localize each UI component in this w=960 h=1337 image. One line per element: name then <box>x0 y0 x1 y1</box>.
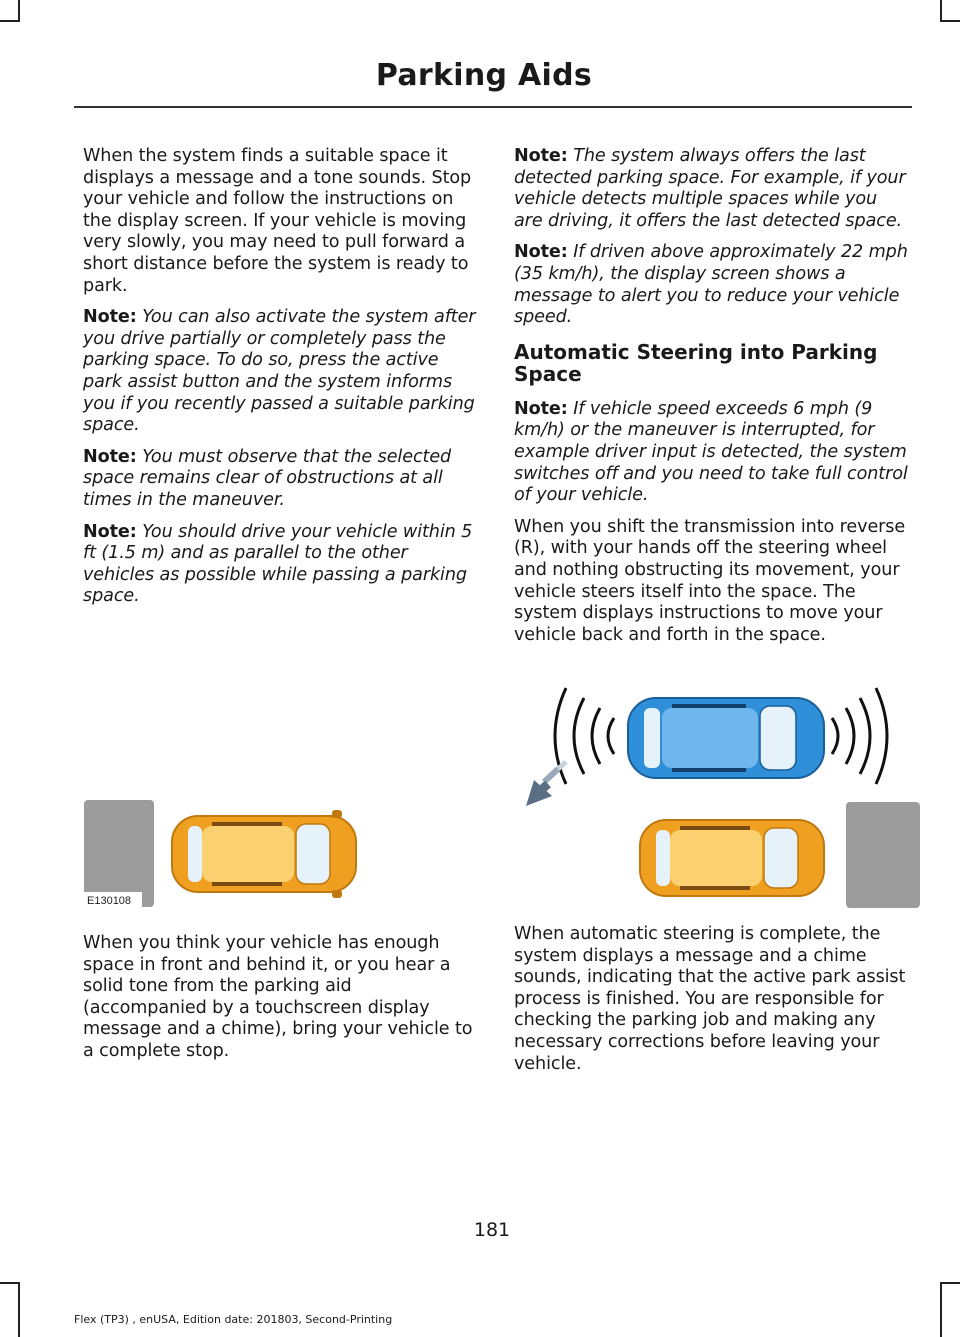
note-text: If driven above approximately 22 mph (35 km/h), the display screen shows a message to alert you to reduce your vehicle speed. <box>514 242 908 328</box>
crop-mark-bottom-right-v <box>940 1282 942 1337</box>
note-paragraph <box>514 399 909 507</box>
crop-mark-bottom-left <box>0 1282 20 1284</box>
right-after-figure <box>514 924 909 1085</box>
note-paragraph <box>83 522 478 608</box>
note-label: Note: <box>83 521 137 542</box>
note-text: You should drive your vehicle within 5 ft (1.5 m) and as parallel to the other vehicles as possible while passing a parking space. <box>83 521 473 607</box>
note-paragraph <box>514 146 909 232</box>
curb-block <box>846 802 920 908</box>
note-paragraph <box>83 447 478 512</box>
crop-mark-bottom-left-v <box>18 1282 20 1337</box>
note-label: Note: <box>514 242 568 263</box>
crop-mark-top-left <box>0 20 20 22</box>
note-paragraph <box>514 242 909 328</box>
note-text: If vehicle speed exceeds 6 mph (9 km/h) or the maneuver is interrupted, for example driver input is detected, the system switches off and you need to take full control of your vehicle. <box>514 398 908 506</box>
note-label: Note: <box>83 307 137 328</box>
right-column <box>514 146 909 656</box>
edition-footer: Flex (TP3) , enUSA, Edition date: 201803, Second-Printing <box>74 1313 393 1326</box>
header-rule <box>74 106 912 108</box>
parked-car-figure <box>84 800 480 907</box>
crop-mark-top-left-v <box>18 0 20 20</box>
page-title: Parking Aids <box>375 58 593 93</box>
left-column <box>83 146 478 618</box>
note-text: You can also activate the system after you drive partially or completely pass the parking space. To do so, press the active park assist button and the system informs you if you recently passed a suitable parking space. <box>83 307 476 436</box>
intro-paragraph: When the system finds a suitable space it displays a message and a tone sounds. Stop your vehicle and follow the instructions on the display screen. If your vehicle is moving very slowly, you may need to pull forward a short distance before the system is ready to park. <box>83 146 472 296</box>
note-label: Note: <box>514 146 568 166</box>
crop-mark-top-right-v <box>940 0 942 20</box>
sensor-waves-rear <box>555 688 614 784</box>
complete-paragraph: When automatic steering is complete, the system displays a message and a chime sounds, indicating that the active park assist process is finished. You are responsible for checking the parking job and making any necessary corrections before leaving your vehicle. <box>514 924 906 1074</box>
parked-car <box>172 810 356 898</box>
note-paragraph <box>83 307 478 437</box>
curb-block <box>84 800 154 907</box>
note-text: The system always offers the last detected parking space. For example, if your vehicle detects multiple spaces while you are driving, it offers the last detected space. <box>514 146 906 231</box>
crop-mark-bottom-right <box>940 1282 960 1284</box>
note-label: Note: <box>83 446 137 467</box>
left-after-figure <box>83 933 478 1073</box>
reverse-arrow-icon <box>526 762 566 806</box>
auto-steering-figure <box>514 678 920 908</box>
page-number: 181 <box>473 1219 511 1241</box>
steering-paragraph: When you shift the transmission into reverse (R), with your hands off the steering wheel and nothing obstructing its movement, your vehicle steers itself into the space. The system displays instructions to move your vehicle back and forth in the space. <box>514 516 906 645</box>
sensor-waves-front <box>832 688 887 784</box>
parked-car-illustration <box>84 800 480 907</box>
figure-code: E130108 <box>87 895 132 907</box>
stop-paragraph: When you think your vehicle has enough space in front and behind it, or you hear a solid tone from the parking aid (accompanied by a touchscreen display message and a chime), bring your vehicle to a complete stop. <box>83 933 473 1061</box>
auto-steering-illustration <box>514 678 920 908</box>
note-text: You must observe that the selected space remains clear of obstructions at all times in the maneuver. <box>83 446 452 510</box>
parked-car <box>640 820 824 896</box>
section-heading: Automatic Steering into Parking Space <box>514 339 878 386</box>
note-label: Note: <box>514 398 568 419</box>
crop-mark-top-right <box>940 20 960 22</box>
active-car <box>628 698 824 778</box>
